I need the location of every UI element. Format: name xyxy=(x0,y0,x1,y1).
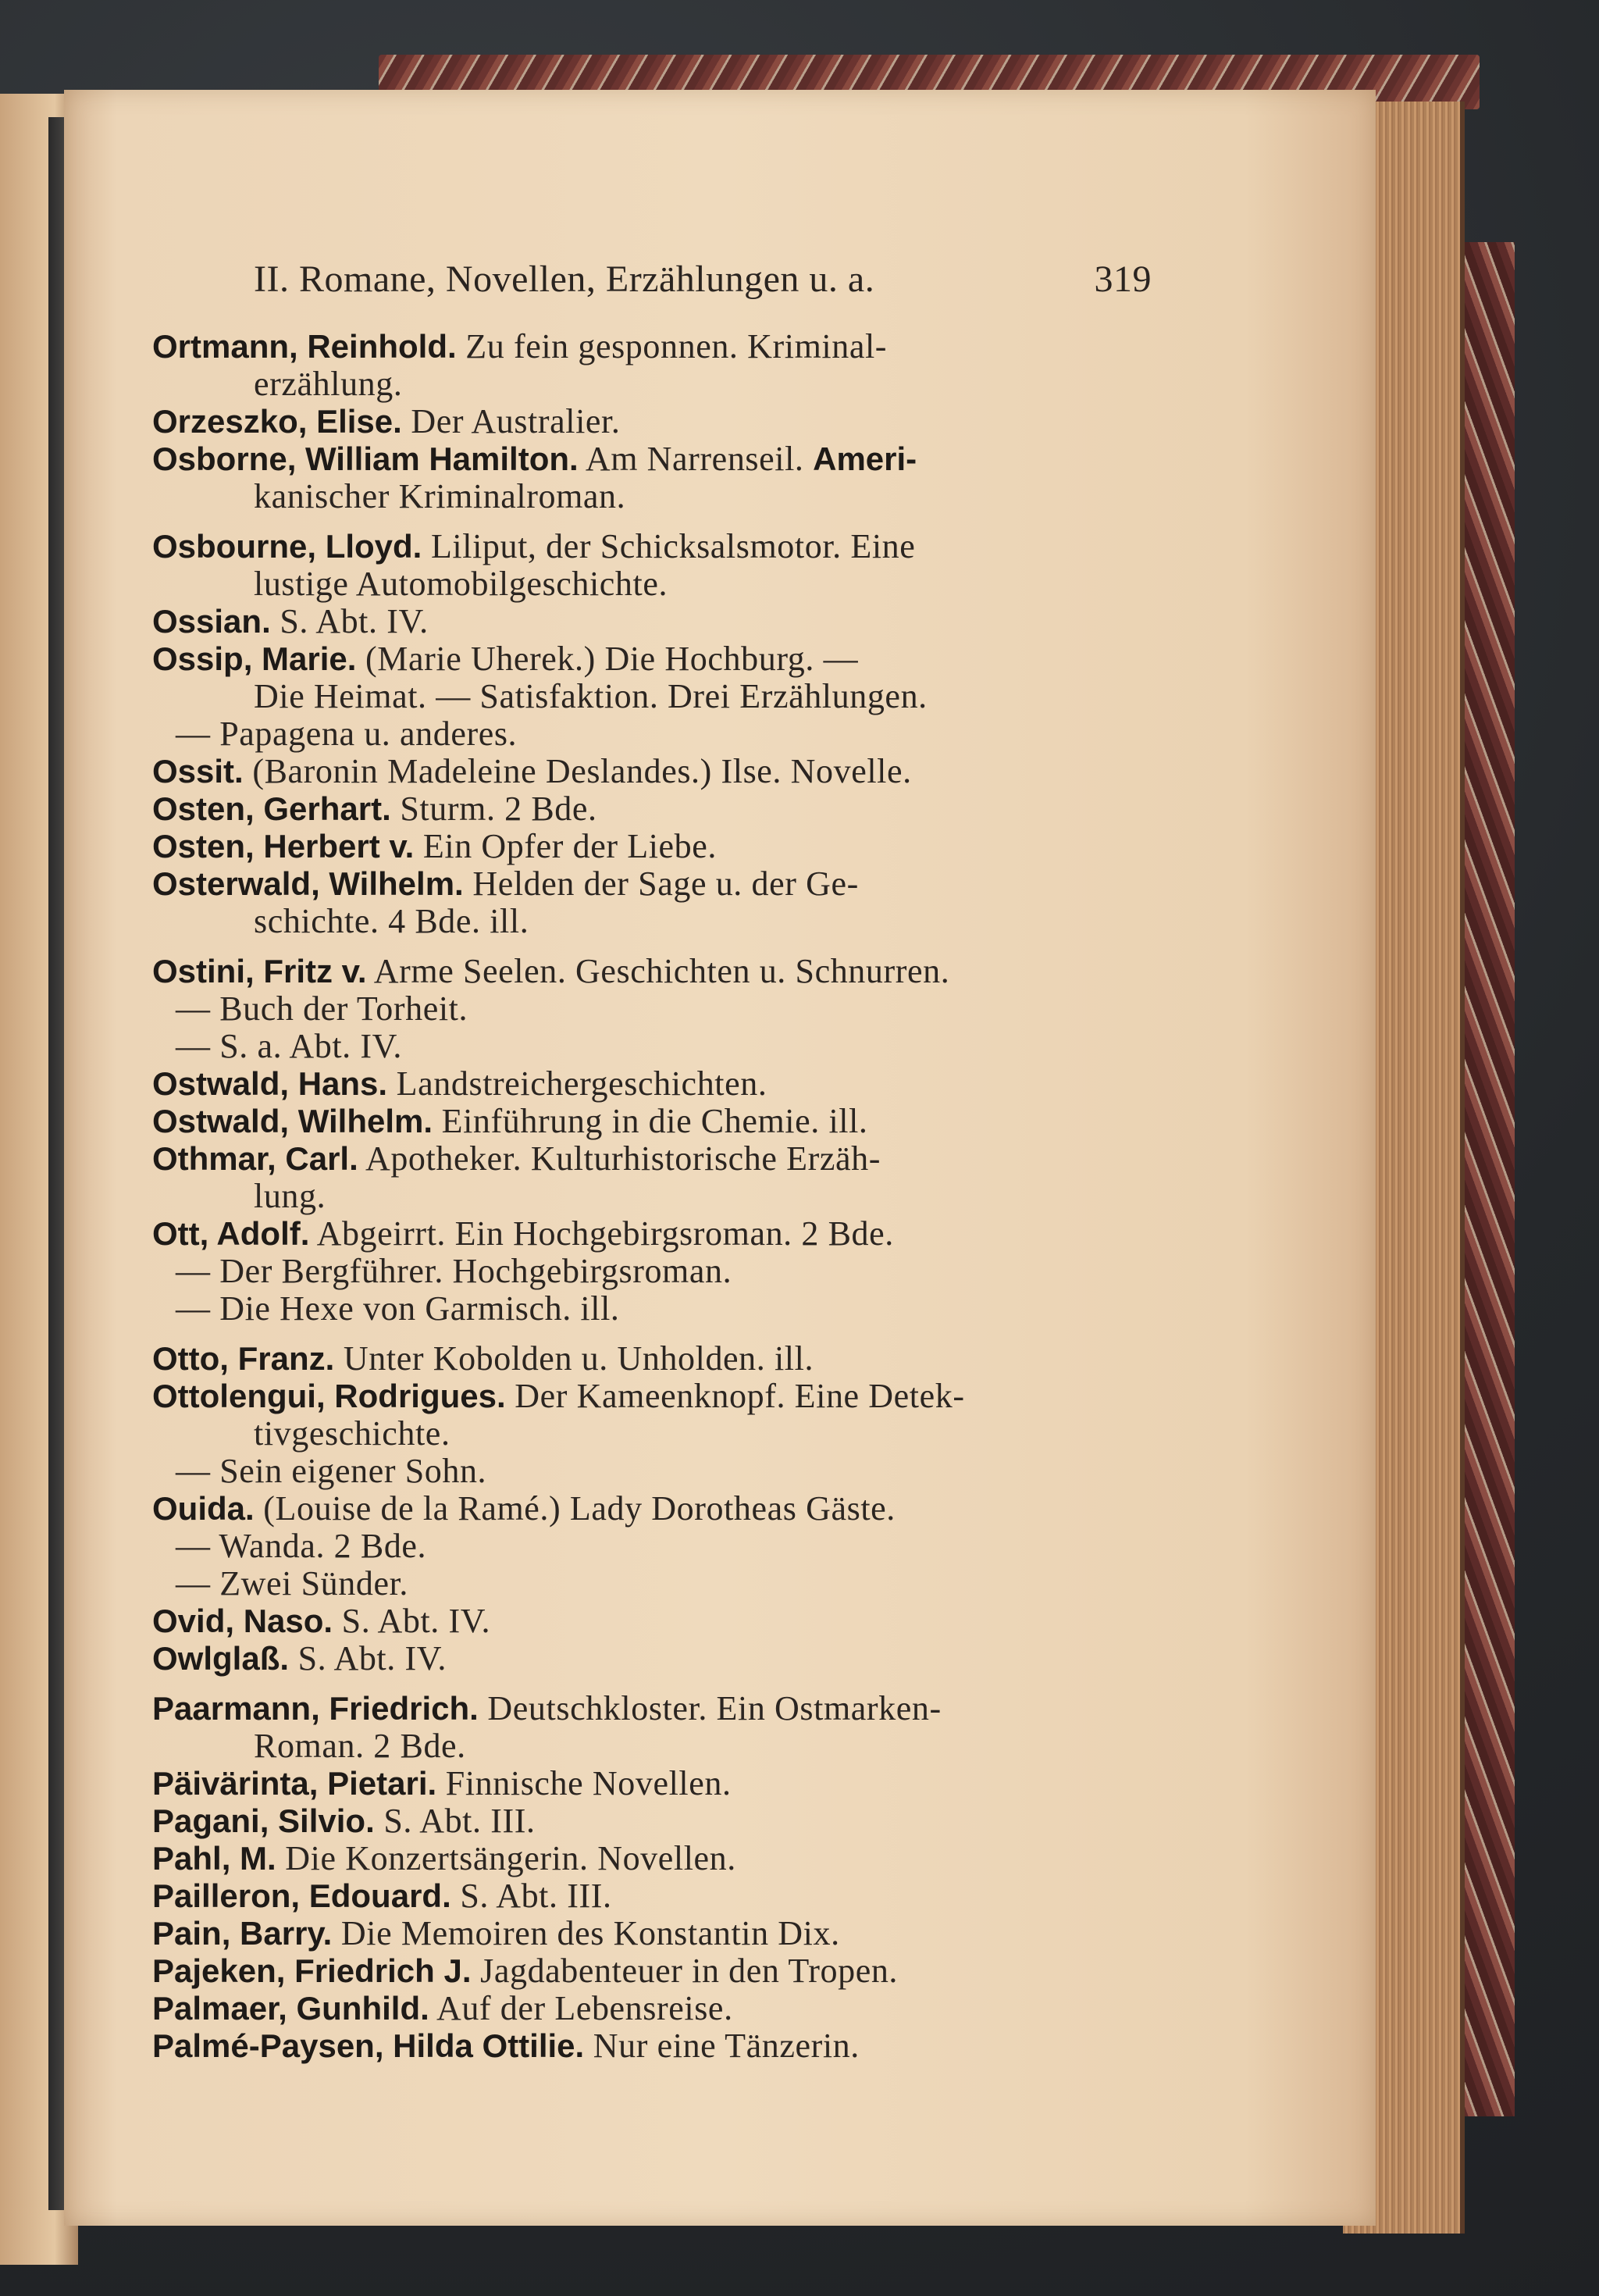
entry-line xyxy=(152,1640,1152,1677)
entry-text: — S. a. Abt. IV. xyxy=(176,1027,402,1065)
author-name: Paarmann, Friedrich. xyxy=(152,1690,479,1727)
author-name: Palmaer, Gunhild. xyxy=(152,1990,429,2027)
entry-line xyxy=(152,1290,1152,1328)
entry-line xyxy=(152,953,1152,990)
author-name: Ostini, Fritz v. xyxy=(152,953,367,989)
entry-text: Apotheker. Kulturhistorische Erzäh- xyxy=(358,1139,881,1178)
entry-line xyxy=(152,1140,1152,1178)
entry-line xyxy=(152,1253,1152,1290)
entry-text: Einführung in die Chemie. ill. xyxy=(433,1102,868,1140)
author-name: Ossip, Marie. xyxy=(152,640,357,677)
marbled-edge-right xyxy=(1460,242,1515,2116)
entry-text: Auf der Lebensreise. xyxy=(429,1989,733,2027)
entry-text: Helden der Sage u. der Ge- xyxy=(463,865,859,903)
entry-line xyxy=(152,1028,1152,1065)
entry-line xyxy=(152,1340,1152,1378)
entry-line xyxy=(152,1603,1152,1640)
page-number: 319 xyxy=(1094,258,1152,300)
author-name: Osborne, William Hamilton. xyxy=(152,440,579,477)
author-name: Othmar, Carl. xyxy=(152,1140,358,1177)
entry-text: Die Konzertsängerin. Novellen. xyxy=(276,1839,736,1877)
author-name: Pailleron, Edouard. xyxy=(152,1877,451,1914)
entry-text: Landstreichergeschichten. xyxy=(387,1064,767,1103)
entry-text: — Der Bergführer. Hochgebirgsroman. xyxy=(176,1252,732,1290)
entry-line xyxy=(152,1528,1152,1565)
author-name: Ossian. xyxy=(152,603,271,640)
entry-bold-text: Ameri- xyxy=(813,440,917,477)
entry-text: kanischer Kriminalroman. xyxy=(254,477,626,515)
entry-line xyxy=(152,790,1152,828)
entry-line xyxy=(152,1065,1152,1103)
author-name: Pagani, Silvio. xyxy=(152,1802,375,1839)
author-name: Ovid, Naso. xyxy=(152,1603,333,1639)
entry-line xyxy=(152,1802,1152,1840)
entry-text: Arme Seelen. Geschichten u. Schnurren. xyxy=(366,952,950,990)
entry-line xyxy=(152,1378,1152,1415)
entry-text: Der Kameenknopf. Eine Detek- xyxy=(505,1377,965,1415)
entry-text: Die Memoiren des Konstantin Dix. xyxy=(332,1914,840,1952)
entry-line xyxy=(152,678,1152,715)
entry-line xyxy=(152,1990,1152,2027)
entry-text: — Wanda. 2 Bde. xyxy=(176,1527,427,1565)
entry-text: — Die Hexe von Garmisch. ill. xyxy=(176,1289,620,1328)
entry-text: erzählung. xyxy=(254,365,403,403)
author-name: Ottolengui, Rodrigues. xyxy=(152,1378,506,1414)
author-name: Ossit. xyxy=(152,753,244,790)
entry-text: Am Narrenseil. xyxy=(578,440,814,478)
entry-text: Roman. 2 Bde. xyxy=(254,1727,466,1765)
entry-line xyxy=(152,1103,1152,1140)
entry-text: Deutschkloster. Ein Ostmarken- xyxy=(478,1689,942,1727)
author-name: Osbourne, Lloyd. xyxy=(152,528,422,565)
entry-line xyxy=(152,1840,1152,1877)
entry-line xyxy=(152,715,1152,753)
entry-line xyxy=(152,1915,1152,1952)
author-name: Orzeszko, Elise. xyxy=(152,403,402,440)
entry-line xyxy=(152,828,1152,865)
author-name: Pain, Barry. xyxy=(152,1915,333,1952)
author-name: Osterwald, Wilhelm. xyxy=(152,865,464,902)
entry-text: Die Heimat. — Satisfaktion. Drei Erzählungen. xyxy=(254,677,928,715)
catalog-entries xyxy=(152,328,1152,2065)
entry-line xyxy=(152,403,1152,440)
entry-line xyxy=(152,1215,1152,1253)
entry-line xyxy=(152,640,1152,678)
entry-text: Ein Opfer der Liebe. xyxy=(414,827,717,865)
entry-line xyxy=(152,903,1152,940)
entry-text: tivgeschichte. xyxy=(254,1414,450,1453)
entry-text: (Baronin Madeleine Deslandes.) Ilse. Novelle. xyxy=(243,752,912,790)
entry-text: lustige Automobilgeschichte. xyxy=(254,565,668,603)
entry-text: Finnische Novellen. xyxy=(436,1764,732,1802)
author-name: Osten, Gerhart. xyxy=(152,790,391,827)
entry-text: — Papagena u. anderes. xyxy=(176,715,518,753)
entry-line xyxy=(152,440,1152,478)
entry-line xyxy=(152,1727,1152,1765)
entry-text: (Louise de la Ramé.) Lady Dorotheas Gäste. xyxy=(254,1489,896,1528)
entry-line xyxy=(152,1877,1152,1915)
entry-line xyxy=(152,1565,1152,1603)
entry-text: Zu fein gesponnen. Kriminal- xyxy=(456,327,888,365)
entry-text: Der Australier. xyxy=(401,402,621,440)
author-name: Pajeken, Friedrich J. xyxy=(152,1952,472,1989)
entry-line xyxy=(152,1952,1152,1990)
entry-line xyxy=(152,2027,1152,2065)
running-header xyxy=(254,258,1152,305)
entry-text: Unter Kobolden u. Unholden. ill. xyxy=(334,1339,814,1378)
author-name: Osten, Herbert v. xyxy=(152,828,415,865)
entry-text: Sturm. 2 Bde. xyxy=(390,790,597,828)
entry-line xyxy=(152,990,1152,1028)
entry-line xyxy=(152,365,1152,403)
entry-line xyxy=(152,1765,1152,1802)
entry-line xyxy=(152,1490,1152,1528)
entry-text: S. Abt. III. xyxy=(374,1802,536,1840)
entry-line xyxy=(152,528,1152,565)
entry-line xyxy=(152,1690,1152,1727)
entry-text: (Marie Uherek.) Die Hochburg. — xyxy=(356,640,859,678)
author-name: Pahl, M. xyxy=(152,1840,276,1877)
entry-text: — Zwei Sünder. xyxy=(176,1564,409,1603)
entry-line xyxy=(152,865,1152,903)
section-title: II. Romane, Novellen, Erzählungen u. a. xyxy=(254,258,875,300)
entry-line xyxy=(152,565,1152,603)
author-name: Owlglaß. xyxy=(152,1640,290,1677)
entry-text: S. Abt. IV. xyxy=(289,1639,447,1677)
author-name: Otto, Franz. xyxy=(152,1340,335,1377)
author-name: Ouida. xyxy=(152,1490,255,1527)
entry-line xyxy=(152,1178,1152,1215)
entry-text: schichte. 4 Bde. ill. xyxy=(254,902,529,940)
entry-text: S. Abt. III. xyxy=(450,1877,612,1915)
author-name: Päivärinta, Pietari. xyxy=(152,1765,437,1802)
entry-line xyxy=(152,1453,1152,1490)
author-name: Ostwald, Wilhelm. xyxy=(152,1103,433,1139)
author-name: Palmé-Paysen, Hilda Ottilie. xyxy=(152,2027,585,2064)
entry-line xyxy=(152,328,1152,365)
entry-line xyxy=(152,603,1152,640)
entry-text: Nur eine Tänzerin. xyxy=(584,2027,860,2065)
entry-text: Liliput, der Schicksalsmotor. Eine xyxy=(422,527,916,565)
entry-line xyxy=(152,753,1152,790)
entry-text: — Sein eigener Sohn. xyxy=(176,1452,487,1490)
entry-text: Abgeirrt. Ein Hochgebirgsroman. 2 Bde. xyxy=(309,1214,894,1253)
entry-text: S. Abt. IV. xyxy=(333,1602,491,1640)
author-name: Ortmann, Reinhold. xyxy=(152,328,457,365)
entry-line xyxy=(152,1415,1152,1453)
entry-line xyxy=(152,478,1152,515)
entry-text: — Buch der Torheit. xyxy=(176,989,468,1028)
entry-text: Jagdabenteuer in den Tropen. xyxy=(471,1952,899,1990)
author-name: Ostwald, Hans. xyxy=(152,1065,388,1102)
entry-text: S. Abt. IV. xyxy=(270,602,429,640)
entry-text: lung. xyxy=(254,1177,326,1215)
author-name: Ott, Adolf. xyxy=(152,1215,310,1252)
